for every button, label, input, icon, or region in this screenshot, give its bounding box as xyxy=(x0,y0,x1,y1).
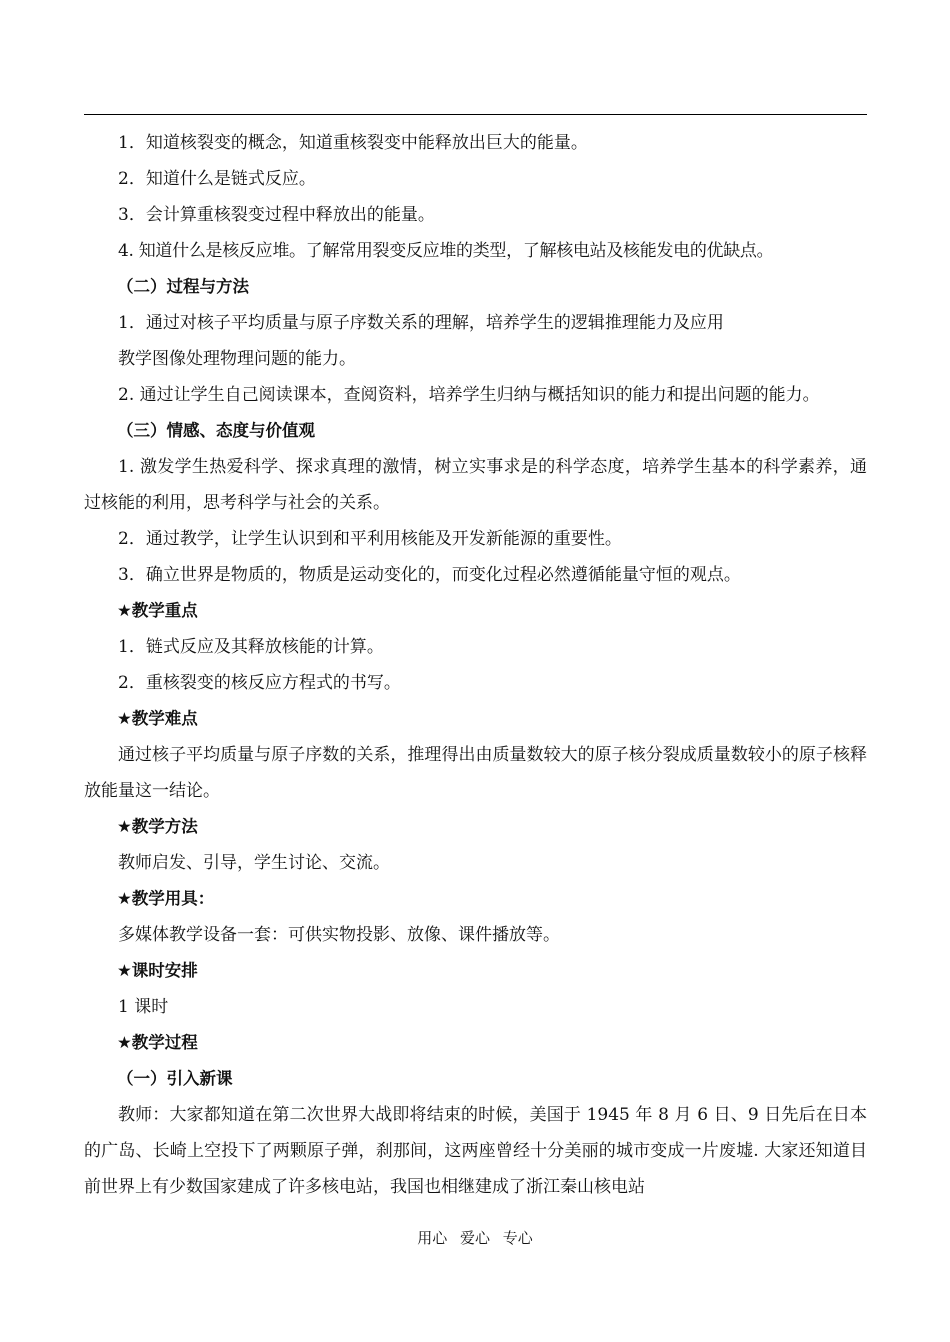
objective-line-3: 3．会计算重核裂变过程中释放出的能量。 xyxy=(118,205,435,225)
section-heading-process-methods: （二）过程与方法 xyxy=(117,277,249,296)
section-heading-process: ★教学过程 xyxy=(117,1033,198,1052)
section-heading-intro: （一）引入新课 xyxy=(117,1069,233,1088)
section-heading-difficulties: ★教学难点 xyxy=(117,709,198,728)
process-line-1-cont: 教学图像处理物理问题的能力。 xyxy=(118,349,356,369)
section-heading-tools: ★教学用具： xyxy=(117,889,215,908)
section-heading-emotion-values: （三）情感、态度与价值观 xyxy=(117,421,315,440)
section-heading-key-points: ★教学重点 xyxy=(117,601,198,620)
section-heading-schedule: ★课时安排 xyxy=(117,961,198,980)
emotion-line-1: 1. 激发学生热爱科学、探求真理的激情，树立实事求是的科学态度，培养学生基本的科学素养，通过核能的利用，思考科学与社会的关系。 xyxy=(84,457,867,513)
objective-line-4: 4. 知道什么是核反应堆。了解常用裂变反应堆的类型，了解核电站及核能发电的优缺点。 xyxy=(118,241,774,261)
process-line-2: 2. 通过让学生自己阅读课本，查阅资料，培养学生归纳与概括知识的能力和提出问题的能力。 xyxy=(118,385,820,405)
key-point-2: 2．重核裂变的核反应方程式的书写。 xyxy=(118,673,401,693)
page-footer: 用心 爱心 专心 xyxy=(417,1229,533,1247)
tools-text: 多媒体教学设备一套：可供实物投影、放像、课件播放等。 xyxy=(118,925,560,945)
document-body xyxy=(84,125,867,1205)
process-line-1: 1．通过对核子平均质量与原子序数关系的理解，培养学生的逻辑推理能力及应用 xyxy=(118,313,724,333)
methods-text: 教师启发、引导，学生讨论、交流。 xyxy=(118,853,390,873)
key-point-1: 1．链式反应及其释放核能的计算。 xyxy=(118,637,384,657)
section-heading-methods: ★教学方法 xyxy=(117,817,198,836)
intro-paragraph: 教师：大家都知道在第二次世界大战即将结束的时候，美国于 1945 年 8 月 6 日、9 日先后在日本的广岛、长崎上空投下了两颗原子弹，刹那间，这两座曾经十分美丽的城市变成一片废墟. 大家还知道目前世界上有少数国家建成了许多核电站，我国也相继建成了浙江秦山核电站 xyxy=(84,1105,867,1197)
difficulty-text: 通过核子平均质量与原子序数的关系，推理得出由质量数较大的原子核分裂成质量数较小的原子核释放能量这一结论。 xyxy=(84,745,867,801)
schedule-text: 1 课时 xyxy=(118,997,169,1017)
objective-line-2: 2．知道什么是链式反应。 xyxy=(118,169,316,189)
emotion-line-3: 3．确立世界是物质的，物质是运动变化的，而变化过程必然遵循能量守恒的观点。 xyxy=(118,565,741,585)
emotion-line-2: 2．通过教学，让学生认识到和平利用核能及开发新能源的重要性。 xyxy=(118,529,622,549)
objective-line-1: 1．知道核裂变的概念，知道重核裂变中能释放出巨大的能量。 xyxy=(118,133,588,153)
header-rule xyxy=(84,114,867,115)
